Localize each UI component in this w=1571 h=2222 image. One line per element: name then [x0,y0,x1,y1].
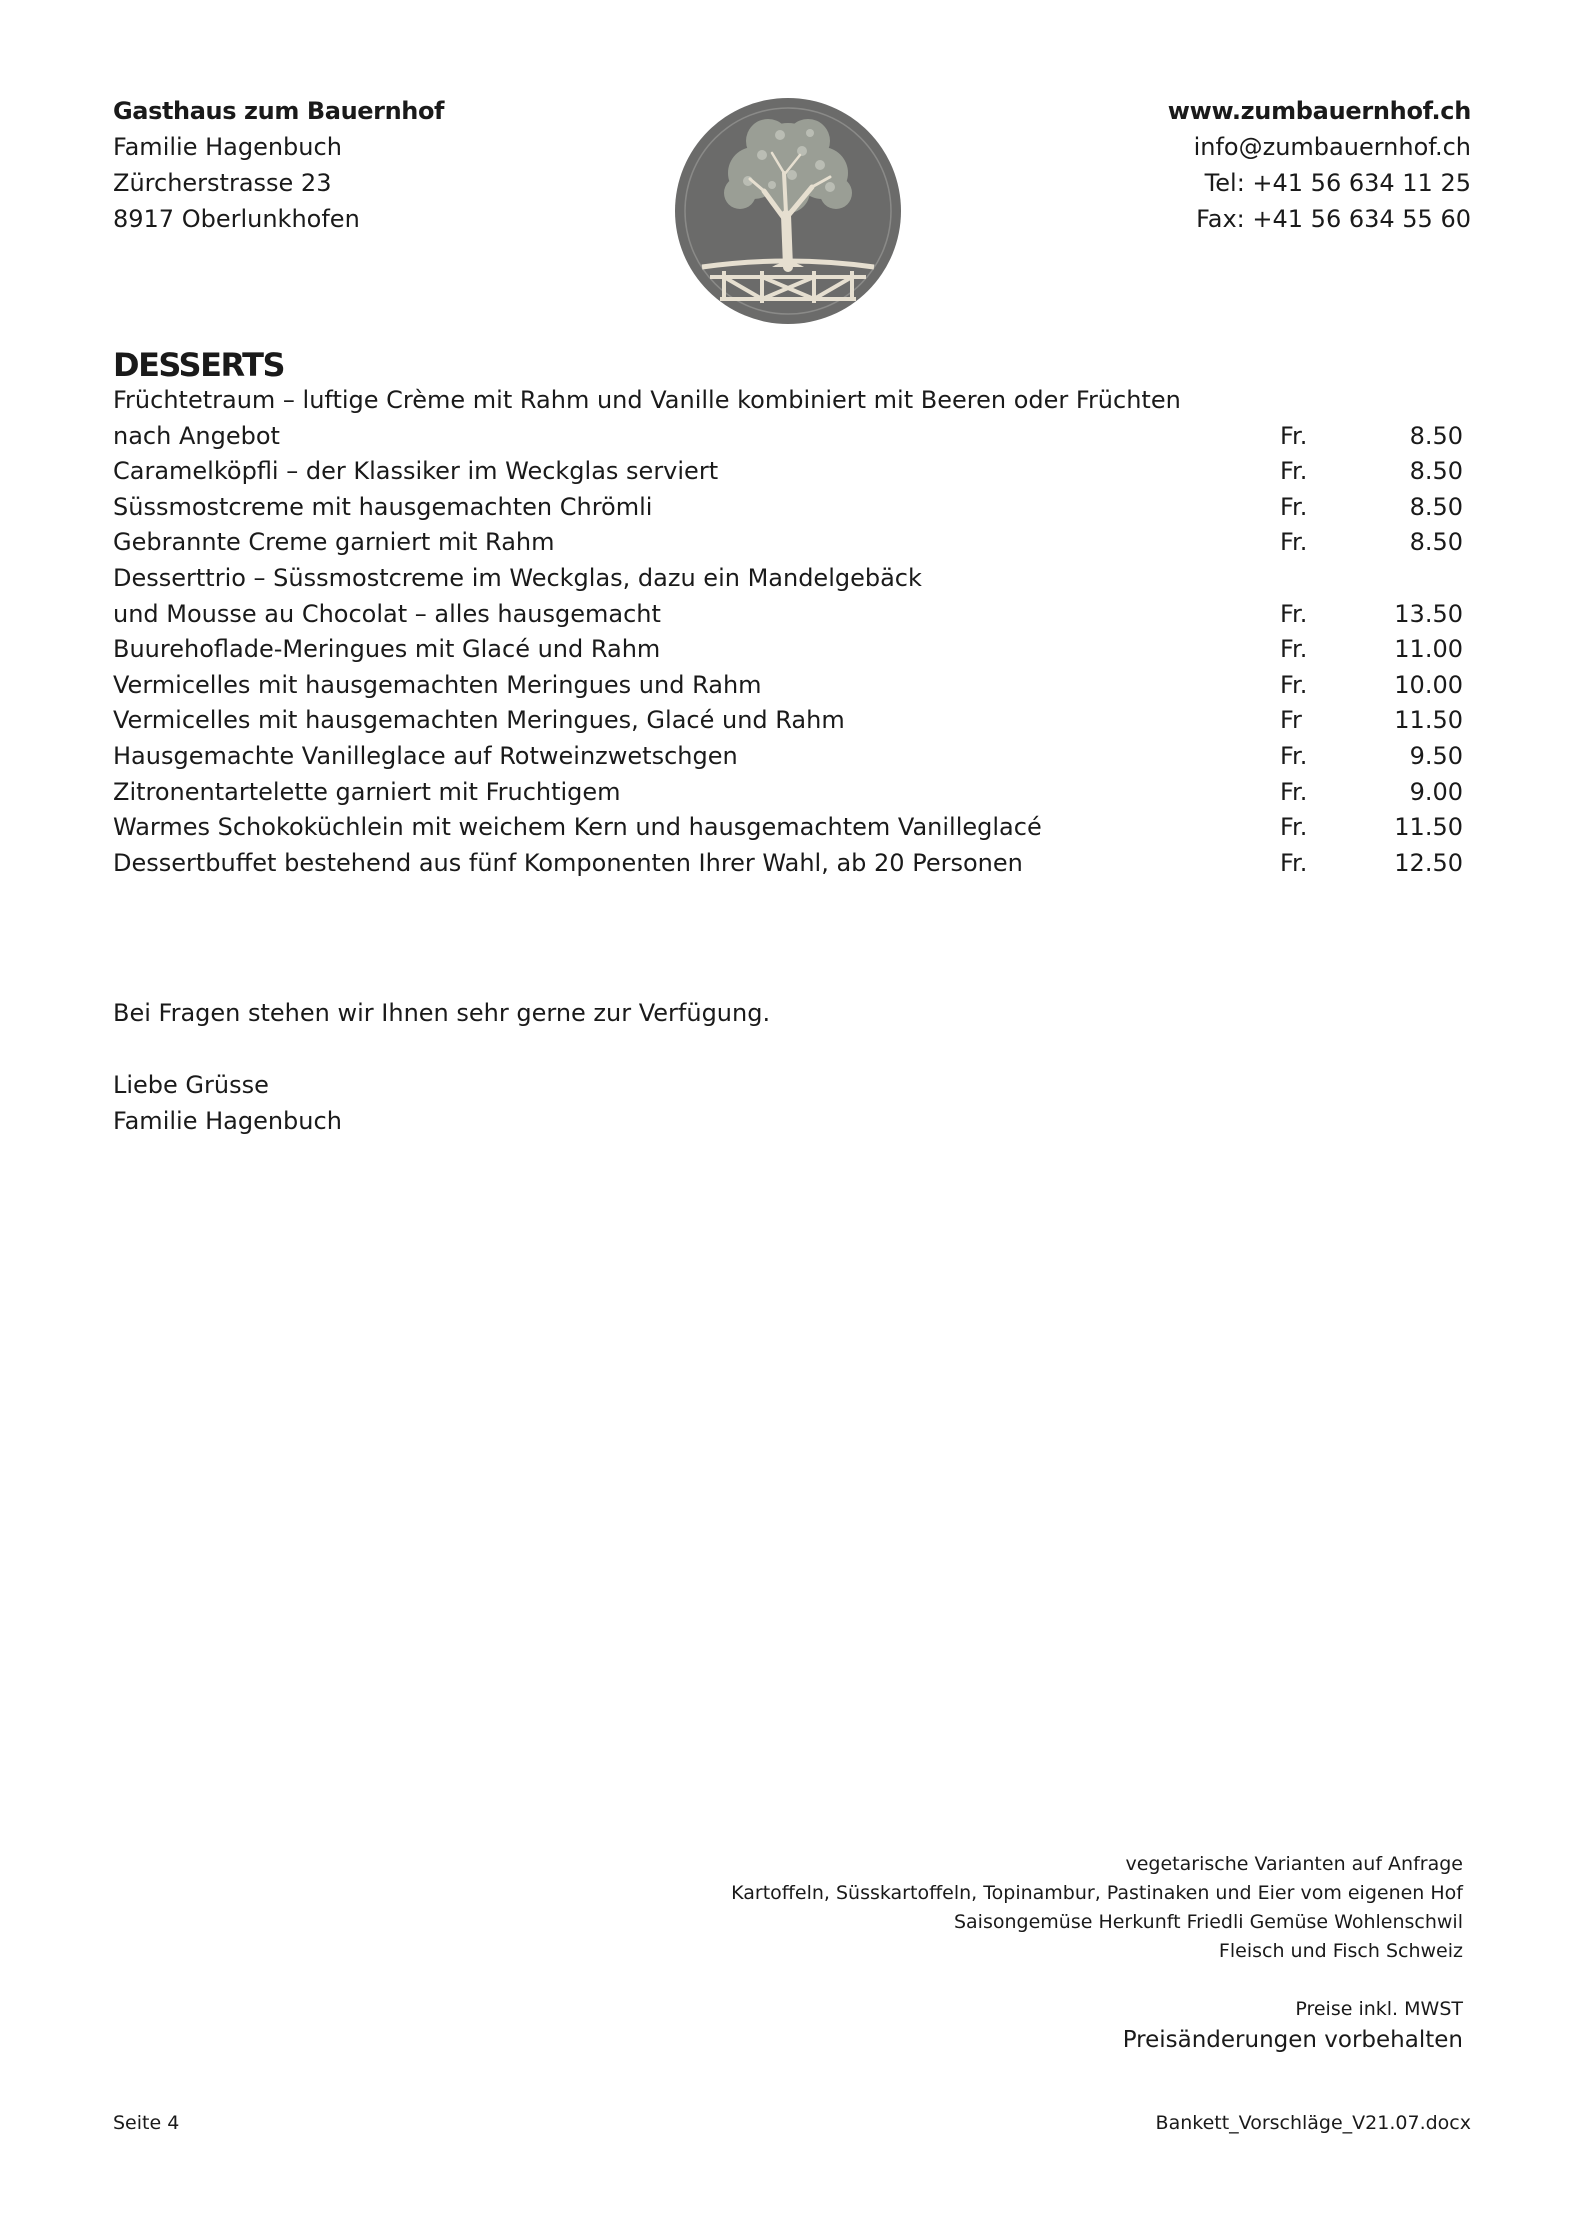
note-vegetables: Saisongemüse Herkunft Friedli Gemüse Wohlenschwil [953,1911,1463,1933]
menu-item-price: 9.50 [1409,741,1463,770]
menu-item-description: Zitronentartelette garniert mit Fruchtigem [113,777,621,806]
menu-row [113,810,1463,846]
street-address: Zürcherstrasse 23 [113,169,332,197]
menu-row [113,668,1463,704]
menu-item-currency: Fr. [1280,492,1308,521]
menu-item-description: Caramelköpfli – der Klassiker im Weckglas serviert [113,457,719,486]
menu-row [113,383,1463,419]
menu-item-currency: Fr. [1280,777,1308,806]
menu-item-description: Dessertbuffet bestehend aus fünf Komponenten Ihrer Wahl, ab 20 Personen [113,848,1023,877]
note-vegetarian: vegetarische Varianten auf Anfrage [1125,1853,1463,1875]
website-link[interactable]: www.zumbauernhof.ch [1167,97,1471,125]
menu-item-price: 12.50 [1394,848,1463,877]
menu-item-currency: Fr. [1280,848,1308,877]
email-link[interactable]: info@zumbauernhof.ch [1193,133,1471,161]
menu-item-price: 9.00 [1409,777,1463,806]
menu-row [113,632,1463,668]
menu-item-description: Buurehoflade-Meringues mit Glacé und Rahm [113,635,661,664]
menu-row [113,490,1463,526]
section-title: DESSERTS [113,346,285,384]
menu-row [113,703,1463,739]
menu-item-price: 8.50 [1409,528,1463,557]
family-name: Familie Hagenbuch [113,133,342,161]
menu-item-currency: Fr. [1280,528,1308,557]
menu-item-description: Hausgemachte Vanilleglace auf Rotweinzwetschgen [113,741,738,770]
note-price-change: Preisänderungen vorbehalten [1122,2027,1463,2053]
menu-item-currency: Fr. [1280,813,1308,842]
note-meat-fish: Fleisch und Fisch Schweiz [1218,1940,1463,1962]
tree-logo-icon [672,95,904,327]
restaurant-address-block [113,93,444,237]
menu-item-price: 11.50 [1394,813,1463,842]
menu-item-price: 8.50 [1409,457,1463,486]
menu-item-description: Warmes Schokoküchlein mit weichem Kern und hausgemachtem Vanilleglacé [113,813,1042,842]
closing-greeting: Liebe Grüsse [113,1071,269,1099]
menu-item-currency: Fr. [1280,635,1308,664]
menu-row [113,561,1463,597]
menu-row [113,739,1463,775]
menu-item-currency: Fr. [1280,670,1308,699]
menu-item-currency: Fr [1280,706,1302,735]
menu-row [113,525,1463,561]
page-number: Seite 4 [113,2112,180,2134]
restaurant-name: Gasthaus zum Bauernhof [113,97,445,125]
menu-item-price: 11.50 [1394,706,1463,735]
menu-item-price: 13.50 [1394,599,1463,628]
menu-row [113,419,1463,455]
menu-item-description: und Mousse au Chocolat – alles hausgemacht [113,599,661,628]
menu-item-currency: Fr. [1280,457,1308,486]
phone-number: Tel: +41 56 634 11 25 [1204,169,1471,197]
menu-item-description: Früchtetraum – luftige Crème mit Rahm und Vanille kombiniert mit Beeren oder Früchten [113,386,1181,414]
menu-item-description: nach Angebot [113,421,280,450]
note-vat: Preise inkl. MWST [1295,1998,1463,2020]
menu-item-currency: Fr. [1280,421,1308,450]
menu-item-currency: Fr. [1280,741,1308,770]
menu-item-description: Gebrannte Creme garniert mit Rahm [113,528,555,557]
menu-row [113,846,1463,882]
menu-item-price: 11.00 [1394,635,1463,664]
note-own-farm: Kartoffeln, Süsskartoffeln, Topinambur, Pastinaken und Eier vom eigenen Hof [731,1882,1463,1904]
contact-block [1168,93,1471,237]
menu-row [113,775,1463,811]
dessert-menu [113,383,1463,881]
closing-block [113,995,770,1139]
closing-question: Bei Fragen stehen wir Ihnen sehr gerne zur Verfügung. [113,999,771,1027]
spacer [113,1031,770,1067]
menu-row [113,454,1463,490]
menu-item-description: Vermicelles mit hausgemachten Meringues, Glacé und Rahm [113,706,845,735]
file-name: Bankett_Vorschläge_V21.07.docx [1155,2112,1471,2134]
city-address: 8917 Oberlunkhofen [113,205,360,233]
fax-number: Fax: +41 56 634 55 60 [1196,205,1471,233]
menu-item-price: 8.50 [1409,492,1463,521]
menu-item-description: Desserttrio – Süssmostcreme im Weckglas, dazu ein Mandelgebäck [113,563,922,592]
menu-row [113,597,1463,633]
menu-item-price: 10.00 [1394,670,1463,699]
menu-item-currency: Fr. [1280,599,1308,628]
menu-item-price: 8.50 [1409,421,1463,450]
menu-notes [731,1850,1463,2056]
menu-item-description: Süssmostcreme mit hausgemachten Chrömli [113,492,653,521]
menu-item-description: Vermicelles mit hausgemachten Meringues und Rahm [113,670,762,699]
closing-signature: Familie Hagenbuch [113,1107,342,1135]
